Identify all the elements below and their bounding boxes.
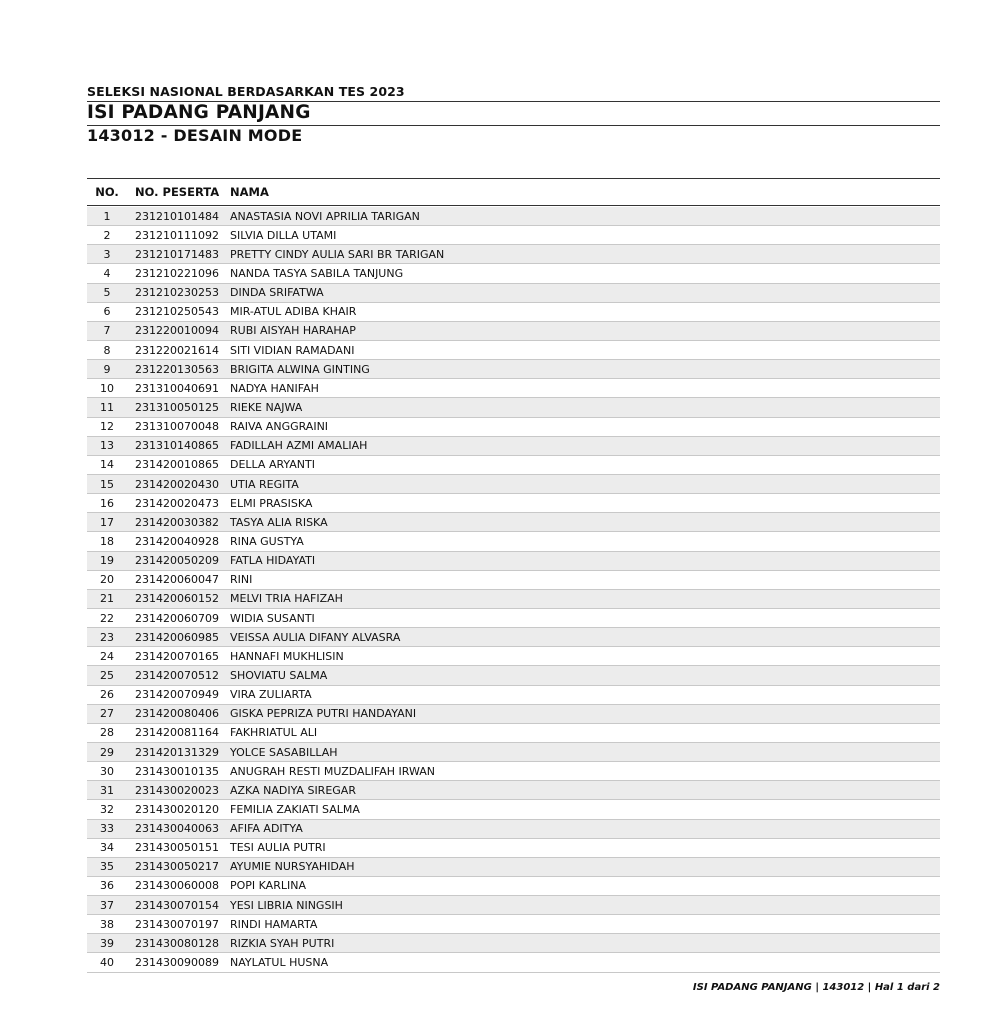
- participant-name: AYUMIE NURSYAHIDAH: [230, 860, 355, 874]
- participant-number: 231420050209: [135, 554, 219, 568]
- row-number: 29: [100, 745, 114, 759]
- participant-name: AZKA NADIYA SIREGAR: [230, 783, 356, 797]
- participant-number: 231210101484: [135, 209, 219, 223]
- participant-number: 231210250543: [135, 305, 219, 319]
- participant-number: 231420081164: [135, 726, 219, 740]
- participant-number: 231220010094: [135, 324, 219, 338]
- participant-number: 231420060709: [135, 611, 219, 625]
- row-number: 26: [100, 688, 114, 702]
- row-number: 37: [100, 898, 114, 912]
- page-footer: ISI PADANG PANJANG | 143012 | Hal 1 dari 2: [692, 982, 940, 993]
- participant-number: 231220130563: [135, 362, 219, 376]
- table-row: [87, 953, 940, 972]
- participant-number: 231210111092: [135, 228, 219, 242]
- participant-number: 231430020023: [135, 783, 219, 797]
- participant-name: NAYLATUL HUSNA: [230, 956, 329, 970]
- table-row: [87, 609, 940, 628]
- row-number: 3: [103, 247, 111, 261]
- participant-number: 231310070048: [135, 420, 219, 434]
- row-number: 1: [103, 209, 111, 223]
- participant-name: UTIA REGITA: [230, 477, 299, 491]
- participant-name: RINA GUSTYA: [230, 534, 304, 548]
- table-row: [87, 513, 940, 532]
- participant-name: WIDIA SUSANTI: [230, 611, 315, 625]
- participant-name: POPI KARLINA: [230, 879, 306, 893]
- participant-name: RUBI AISYAH HARAHAP: [230, 324, 356, 338]
- table-row: [87, 724, 940, 743]
- table-row: [87, 226, 940, 245]
- participant-name: FADILLAH AZMI AMALIAH: [230, 439, 368, 453]
- participant-name: HANNAFI MUKHLISIN: [230, 649, 344, 663]
- table-row: [87, 666, 940, 685]
- row-number: 8: [103, 343, 111, 357]
- participant-number: 231420060047: [135, 573, 219, 587]
- table-row: [87, 398, 940, 417]
- row-number: 31: [100, 783, 114, 797]
- participant-number: 231420070512: [135, 668, 219, 682]
- column-header-peserta: NO. PESERTA: [135, 185, 220, 199]
- table-row: [87, 743, 940, 762]
- table-row: [87, 705, 940, 724]
- participant-name: RINDI HAMARTA: [230, 917, 318, 931]
- participant-name: ELMI PRASISKA: [230, 496, 313, 510]
- participant-name: VEISSA AULIA DIFANY ALVASRA: [230, 630, 401, 644]
- participant-number: 231430070197: [135, 917, 219, 931]
- row-number: 25: [100, 668, 114, 682]
- participant-name: DELLA ARYANTI: [230, 458, 315, 472]
- participant-name: YESI LIBRIA NINGSIH: [230, 898, 343, 912]
- participant-number: 231430060008: [135, 879, 219, 893]
- participant-number: 231420060152: [135, 592, 219, 606]
- program-title: 143012 - DESAIN MODE: [87, 126, 303, 145]
- institution-title: ISI PADANG PANJANG: [87, 102, 311, 123]
- row-number: 19: [100, 554, 114, 568]
- participant-number: 231420020430: [135, 477, 219, 491]
- participant-number: 231220021614: [135, 343, 219, 357]
- row-number: 10: [100, 381, 114, 395]
- participant-name: RINI: [230, 573, 253, 587]
- participant-number: 231420080406: [135, 707, 219, 721]
- row-number: 14: [100, 458, 114, 472]
- participant-name: MIR-ATUL ADIBA KHAIR: [230, 305, 357, 319]
- participant-name: FAKHRIATUL ALI: [230, 726, 318, 740]
- column-header-nama: NAMA: [230, 185, 269, 199]
- participant-number: 231430040063: [135, 822, 219, 836]
- table-row: [87, 571, 940, 590]
- table-row: [87, 418, 940, 437]
- table-row: [87, 322, 940, 341]
- table-row: [87, 647, 940, 666]
- participant-name: SILVIA DILLA UTAMI: [230, 228, 337, 242]
- table-row: [87, 762, 940, 781]
- row-number: 21: [100, 592, 114, 606]
- participant-number: 231420010865: [135, 458, 219, 472]
- row-number: 20: [100, 573, 114, 587]
- table-row: [87, 437, 940, 456]
- participant-number: 231420030382: [135, 515, 219, 529]
- row-number: 7: [103, 324, 111, 338]
- participant-name: PRETTY CINDY AULIA SARI BR TARIGAN: [230, 247, 445, 261]
- row-number: 28: [100, 726, 114, 740]
- table-row: [87, 532, 940, 551]
- table-row: [87, 781, 940, 800]
- row-number: 2: [103, 228, 111, 242]
- table-row: [87, 915, 940, 934]
- table-row: [87, 934, 940, 953]
- row-number: 27: [100, 707, 114, 721]
- table-row: [87, 245, 940, 264]
- table-row: [87, 264, 940, 283]
- participant-number: 231430080128: [135, 936, 219, 950]
- table-row: [87, 341, 940, 360]
- participant-name: ANUGRAH RESTI MUZDALIFAH IRWAN: [230, 764, 435, 778]
- row-number: 34: [100, 841, 114, 855]
- table-row: [87, 552, 940, 571]
- participant-number: 231430010135: [135, 764, 219, 778]
- table-row: [87, 820, 940, 839]
- row-number: 24: [100, 649, 114, 663]
- table-row: [87, 800, 940, 819]
- participant-name: DINDA SRIFATWA: [230, 286, 324, 300]
- table-row: [87, 207, 940, 226]
- table-row: [87, 456, 940, 475]
- participant-name: VIRA ZULIARTA: [230, 688, 312, 702]
- table-row: [87, 360, 940, 379]
- participant-name: GISKA PEPRIZA PUTRI HANDAYANI: [230, 707, 417, 721]
- table-row: [87, 858, 940, 877]
- participant-number: 231430050151: [135, 841, 219, 855]
- participant-name: MELVI TRIA HAFIZAH: [230, 592, 343, 606]
- row-number: 5: [103, 286, 111, 300]
- participant-number: 231310050125: [135, 400, 219, 414]
- participant-name: NANDA TASYA SABILA TANJUNG: [230, 266, 404, 280]
- participant-number: 231430090089: [135, 956, 219, 970]
- row-number: 12: [100, 420, 114, 434]
- row-number: 11: [100, 400, 114, 414]
- table-row: [87, 475, 940, 494]
- table-row: [87, 303, 940, 322]
- row-number: 6: [103, 305, 111, 319]
- participant-number: 231430020120: [135, 802, 219, 816]
- participant-name: ANASTASIA NOVI APRILIA TARIGAN: [230, 209, 420, 223]
- participant-number: 231310140865: [135, 439, 219, 453]
- row-number: 22: [100, 611, 114, 625]
- row-number: 9: [103, 362, 111, 376]
- table-row: [87, 628, 940, 647]
- participant-name: RIEKE NAJWA: [230, 400, 303, 414]
- participant-name: TASYA ALIA RISKA: [230, 515, 328, 529]
- row-number: 36: [100, 879, 114, 893]
- participant-name: BRIGITA ALWINA GINTING: [230, 362, 370, 376]
- table-row: [87, 686, 940, 705]
- row-number: 40: [100, 956, 114, 970]
- participant-number: 231420020473: [135, 496, 219, 510]
- participant-name: FATLA HIDAYATI: [230, 554, 316, 568]
- table-row: [87, 284, 940, 303]
- participant-number: 231210230253: [135, 286, 219, 300]
- participant-name: SHOVIATU SALMA: [230, 668, 328, 682]
- participant-number: 231430050217: [135, 860, 219, 874]
- participant-number: 231420040928: [135, 534, 219, 548]
- row-number: 13: [100, 439, 114, 453]
- participant-number: 231420060985: [135, 630, 219, 644]
- participant-number: 231420131329: [135, 745, 219, 759]
- participant-name: YOLCE SASABILLAH: [230, 745, 338, 759]
- row-number: 18: [100, 534, 114, 548]
- participants-table: [87, 178, 940, 973]
- participant-number: 231420070165: [135, 649, 219, 663]
- selection-title: SELEKSI NASIONAL BERDASARKAN TES 2023: [87, 84, 405, 99]
- column-header-no: NO.: [95, 185, 119, 199]
- row-number: 15: [100, 477, 114, 491]
- participant-name: TESI AULIA PUTRI: [230, 841, 326, 855]
- participant-number: 231210171483: [135, 247, 219, 261]
- participant-number: 231310040691: [135, 381, 219, 395]
- participant-name: AFIFA ADITYA: [230, 822, 303, 836]
- row-number: 30: [100, 764, 114, 778]
- row-number: 35: [100, 860, 114, 874]
- table-row: [87, 877, 940, 896]
- participant-number: 231430070154: [135, 898, 219, 912]
- participant-name: RAIVA ANGGRAINI: [230, 420, 329, 434]
- row-number: 23: [100, 630, 114, 644]
- table-row: [87, 839, 940, 858]
- participant-number: 231420070949: [135, 688, 219, 702]
- row-number: 4: [103, 266, 111, 280]
- table-row: [87, 494, 940, 513]
- table-row: [87, 590, 940, 609]
- participant-name: NADYA HANIFAH: [230, 381, 319, 395]
- table-row: [87, 379, 940, 398]
- participant-name: SITI VIDIAN RAMADANI: [230, 343, 355, 357]
- row-number: 17: [100, 515, 114, 529]
- row-number: 32: [100, 802, 114, 816]
- table-body: [87, 207, 940, 973]
- row-number: 38: [100, 917, 114, 931]
- row-number: 33: [100, 822, 114, 836]
- participant-name: RIZKIA SYAH PUTRI: [230, 936, 335, 950]
- row-number: 39: [100, 936, 114, 950]
- table-header: [87, 178, 940, 206]
- participant-name: FEMILIA ZAKIATI SALMA: [230, 802, 360, 816]
- row-number: 16: [100, 496, 114, 510]
- table-row: [87, 896, 940, 915]
- participant-number: 231210221096: [135, 266, 219, 280]
